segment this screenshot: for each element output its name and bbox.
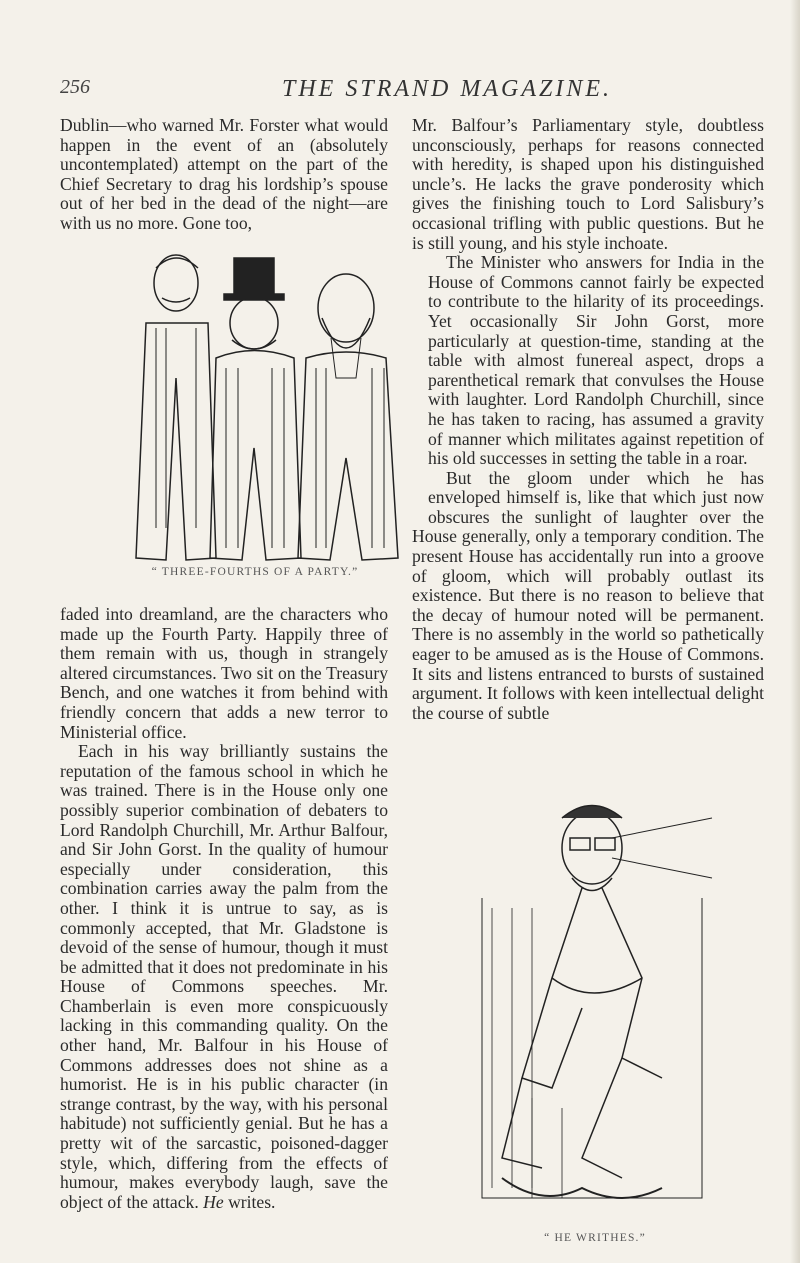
right-column [412, 116, 764, 723]
he-writhes-illustration [462, 778, 724, 1230]
running-head [0, 76, 800, 104]
left-paragraph-2-text: Each in his way brilliantly sustains the reputation of the famous school in which he was trained. There is in the House only one possibly superior combination of debaters to Lord Randolph Churchill, Mr. Arthur Balfour, and Sir John Gorst. In the quality of humour especially under consideration, this combination carries away the palm from the other. I think it is untrue to say, as is commonly accepted, that Mr. Gladstone is devoid of the sense of humour, though it must be admitted that it does not predominate in his House of Commons speeches. Mr. Chamberlain is even more conspicuously lacking in this commanding quality. On the other hand, Mr. Balfour in his House of Commons addresses does not shine as a humorist. He is in his public character (in strange contrast, by the way, with his personal habitude) not sufficiently genial. But he has a pretty wit of the sarcastic, poisoned-dagger style, which, differing from the effects of humour, makes everybody laugh, save the object of the attack. [60, 741, 388, 1212]
right-paragraph-3: But the gloom under which he has enveloped himself is, like that which just now obscures the sunlight of laughter over the House generally, only a temporary condition. The present House has accidentally run into a groove of gloom, which will probably outlast its existence. But there is no reason to believe that the decay of humour noted will be permanent. There is no assembly in the world so pathetically eager to be amused as is the House of Commons. It sits and listens entranced to bursts of sustained argument. It follows with keen intellectual delight the course of subtle [412, 467, 764, 723]
magazine-title: THE STRAND MAGAZINE. [282, 76, 612, 102]
right-paragraph-1: Mr. Balfour’s Parliamentary style, doubtless unconsciously, perhaps for reasons connected with heredity, is shaped upon his distinguished uncle’s. He lacks the grave ponderosity which gives the finishing touch to Lord Salisbury’s occasional trifling with public questions. But he is still young, and his style inchoate. [412, 115, 764, 253]
three-fourths-drawing [126, 228, 408, 576]
he-writhes-drawing [462, 778, 724, 1230]
left-column-top [60, 116, 388, 234]
illustration-wrap-spacer [412, 253, 428, 523]
left-paragraph-2 [60, 742, 388, 1212]
left-column-bottom [60, 605, 388, 1212]
page-edge-shadow [790, 0, 800, 1263]
left-paragraph-continuation: faded into dreamland, are the characters who made up the Fourth Party. Happily three of them remain with us, though in strangely altered circumstances. Two sit on the Treasury Bench, and one watches it from behind with friendly concern that adds a new terror to Ministerial office. [60, 604, 388, 742]
three-fourths-illustration [126, 228, 408, 576]
illustration-caption-he-writhes: “ HE WRITHES.” [544, 1232, 646, 1244]
page-number: 256 [60, 76, 90, 98]
right-paragraph-2: The Minister who answers for India in the House of Commons cannot fairly be expected to contribute to the hilarity of its proceedings. Yet occasionally Sir John Gorst, more particularly at question-time, standing at the table with almost funereal aspect, drops a parenthetical remark that convulses the House with laughter. Lord Randolph Churchill, since he has taken to racing, has assumed a gravity of manner which militates against repetition of his old successes in setting the table in a roar. [428, 252, 764, 469]
left-paragraph-2-end: writes. [228, 1191, 276, 1212]
emphasis-he: He [203, 1191, 224, 1212]
left-paragraph-1: Dublin—who warned Mr. Forster what would happen in the event of an (absolutely uncontemplated) attempt on the part of the Chief Secretary to drag his lordship’s spouse out of her bed in the dead of the night—are with us no more. Gone too, [60, 115, 388, 233]
illustration-caption-three-fourths: “ THREE-FOURTHS OF A PARTY.” [151, 566, 359, 578]
